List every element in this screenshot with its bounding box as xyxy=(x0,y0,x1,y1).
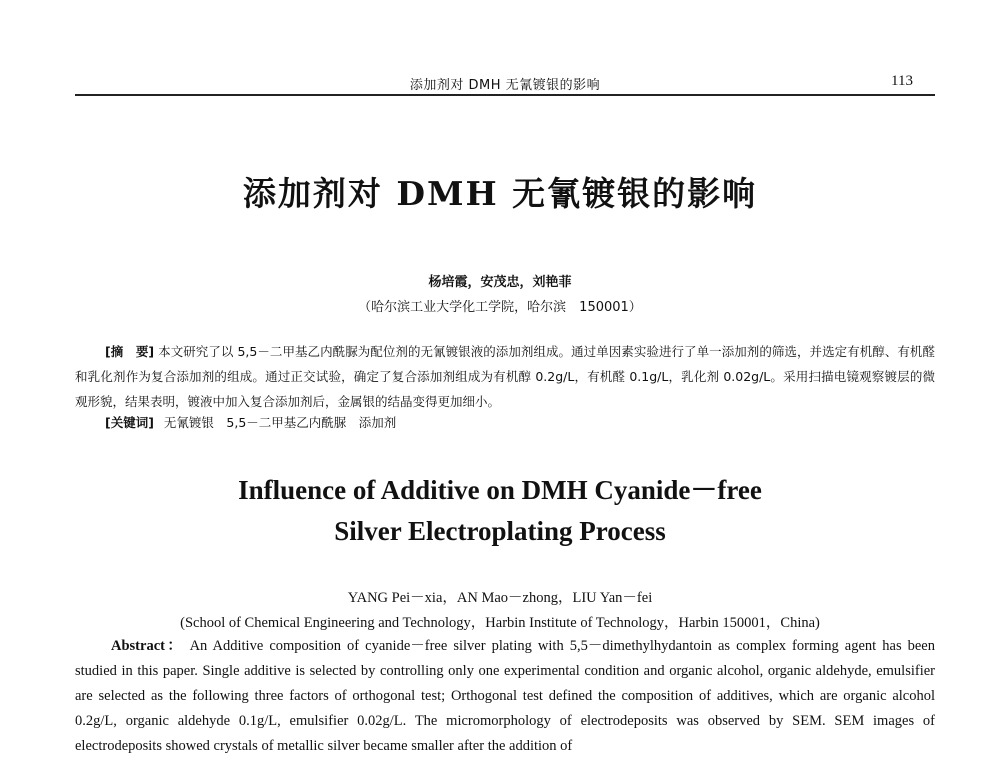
chinese-authors: 杨培霞，安茂忠，刘艳菲 xyxy=(428,275,572,290)
english-title-line1: Influence of Additive on DMH Cyanide－free xyxy=(238,475,762,505)
english-abstract-text: An Additive composition of cyanide－free silver plating with 5,5－dimethylhydantoin as complex forming agent has been studied in this paper. Single additive is selected by controlling only one experimental condition and organic alcohol, organic aldehyde, emulsifier are selected as the following three factors of orthogonal test; Orthogonal test defined the composition of additives, which are organic alcohol 0.2g/L, organic aldehyde 0.1g/L, emulsifier 0.02g/L. The micromorphology of electrodeposits was observed by SEM. SEM images of electrodeposits showed crystals of metallic silver became smaller after the addition of xyxy=(75,638,935,754)
english-abstract-label: Abstract： xyxy=(111,638,185,654)
chinese-keywords-label: [关键词] xyxy=(105,415,154,430)
english-affiliation: (School of Chemical Engineering and Technology，Harbin Institute of Technology，Harbin 150001，China) xyxy=(180,615,820,631)
chinese-abstract xyxy=(75,339,935,414)
running-title: 添加剂对 DMH 无氰镀银的影响 xyxy=(409,78,601,93)
chinese-affiliation: （哈尔滨工业大学化工学院，哈尔滨 150001） xyxy=(358,300,642,315)
chinese-abstract-label: [摘 要] xyxy=(105,344,155,359)
chinese-keywords xyxy=(105,413,935,431)
chinese-keywords-text: 无氰镀银 5,5－二甲基乙内酰脲 添加剂 xyxy=(163,415,397,430)
chinese-title: 添加剂对 DMH 无氰镀银的影响 xyxy=(242,174,758,213)
chinese-abstract-text: 本文研究了以 5,5－二甲基乙内酰脲为配位剂的无氰镀银液的添加剂组成。通过单因素实验进行了单一添加剂的筛选，并选定有机醇、有机醛和乳化剂作为复合添加剂的组成。通过正交试验，确定了复合添加剂组成为有机醇 0.2g/L，有机醛 0.1g/L，乳化剂 0.02g/L。采用扫描电镜观察镀层的微观形貌，结果表明，镀液中加入复合添加剂后，金属银的结晶变得更加细小。 xyxy=(75,344,935,409)
running-header xyxy=(75,72,935,96)
english-authors: YANG Pei－xia，AN Mao－zhong，LIU Yan－fei xyxy=(347,590,653,606)
page-number: 113 xyxy=(891,73,913,89)
english-abstract xyxy=(75,634,935,759)
english-title-line2: Silver Electroplating Process xyxy=(334,516,666,546)
